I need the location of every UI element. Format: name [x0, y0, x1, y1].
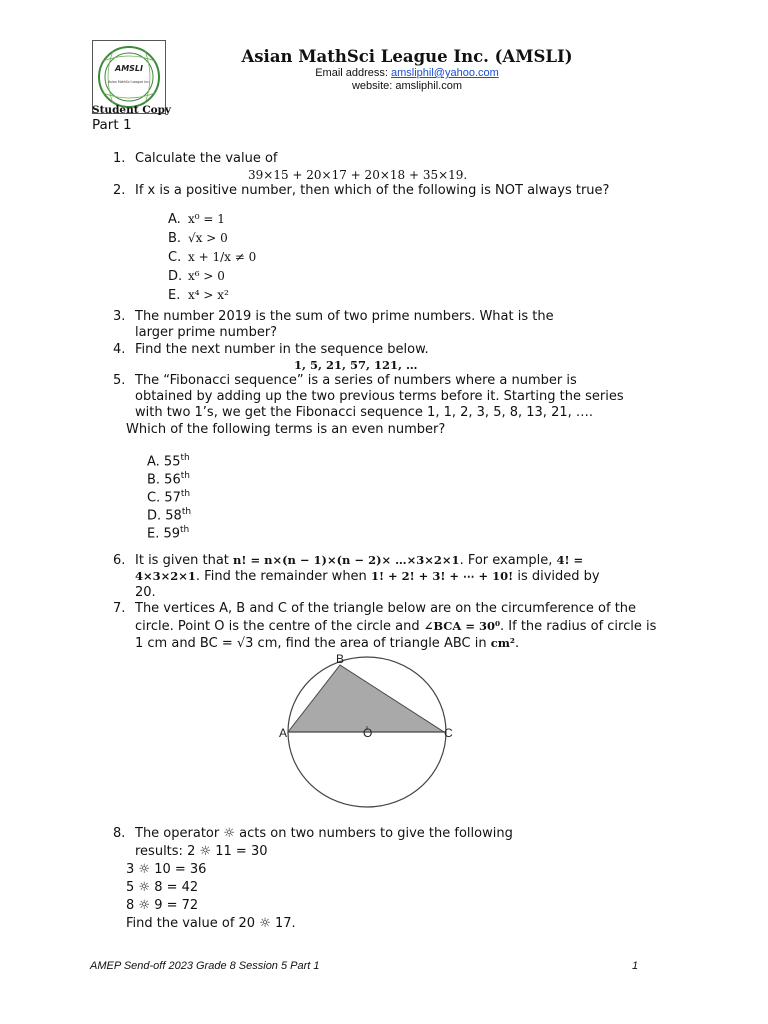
q5-options: [147, 453, 191, 543]
page-title: Asian MathSci League Inc. (AMSLI): [241, 47, 573, 66]
q1-number: 1.: [113, 151, 126, 166]
footer-title: AMEP Send-off 2023 Grade 8 Session 5 Part 1: [90, 960, 320, 972]
email-link[interactable]: amsliphil@yahoo.com: [391, 67, 499, 79]
triangle-circle-diagram: [270, 650, 470, 820]
q4-text: Find the next number in the sequence below.: [135, 342, 429, 357]
q7-line1: The vertices A, B and C of the triangle below are on the circumference of the: [135, 601, 637, 616]
triangle-abc: [288, 665, 444, 732]
q2-option: D. x⁶ > 0: [168, 269, 225, 284]
q7-line2: circle. Point O is the centre of the circle and ∠BCA = 30⁰. If the radius of circle is: [135, 619, 657, 634]
q7-line3: 1 cm and BC = √3 cm, find the area of triangle ABC in cm².: [135, 636, 520, 651]
q5-option: C. 57th: [147, 489, 191, 506]
q6-line2: 4×3×2×1. Find the remainder when 1! + 2! + 3! + ⋯ + 10! is divided by: [135, 569, 600, 584]
q8-line1: The operator ☼ acts on two numbers to give the following: [135, 826, 513, 841]
q8-line2: results: 2 ☼ 11 = 30: [135, 844, 268, 859]
q3-number: 3.: [113, 309, 126, 324]
q5-number: 5.: [113, 373, 126, 388]
q1-text: Calculate the value of: [135, 151, 278, 166]
q8-line6: Find the value of 20 ☼ 17.: [126, 916, 296, 931]
q4-sequence: 1, 5, 21, 57, 121, …: [294, 358, 418, 372]
student-copy-label: Student Copy: [92, 104, 172, 116]
q6-line3: 20.: [135, 585, 156, 600]
part-heading: Part 1: [92, 117, 132, 133]
logo-text: AMSLI: [115, 64, 143, 73]
q3-line2: larger prime number?: [135, 325, 278, 340]
q5-line3: with two 1’s, we get the Fibonacci sequence 1, 1, 2, 3, 5, 8, 13, 21, ….: [135, 405, 594, 420]
website-line: website: amsliphil.com: [351, 80, 463, 92]
q8-line5: 8 ☼ 9 = 72: [126, 898, 199, 913]
logo-subtext: Asian MathSci League Inc.: [108, 80, 150, 84]
q7-number: 7.: [113, 601, 126, 616]
q2-number: 2.: [113, 183, 126, 198]
q3-line1: The number 2019 is the sum of two prime numbers. What is the: [135, 309, 554, 324]
label-c: C: [444, 726, 453, 740]
q6-line1: It is given that n! = n×(n − 1)×(n − 2)× …×3×2×1. For example, 4! =: [135, 553, 584, 568]
q5-line1: The “Fibonacci sequence” is a series of numbers where a number is: [135, 373, 577, 388]
q8-line4: 5 ☼ 8 = 42: [126, 880, 199, 895]
email-label: Email address:: [315, 67, 392, 79]
q2-option: A. x⁰ = 1: [168, 212, 225, 227]
q6-number: 6.: [113, 553, 126, 568]
q2-option: B. √x > 0: [168, 231, 228, 246]
q2-options: [168, 208, 256, 303]
q5-option: A. 55th: [147, 453, 190, 470]
label-a: A: [279, 726, 288, 740]
q5-line4: Which of the following terms is an even number?: [126, 422, 446, 437]
q5-option: D. 58th: [147, 507, 192, 524]
q5-option: B. 56th: [147, 471, 190, 488]
q8-number: 8.: [113, 826, 126, 841]
label-o: O: [363, 726, 373, 740]
q5-line2: obtained by adding up the two previous terms before it. Starting the series: [135, 389, 624, 404]
q2-option: C. x + 1/x ≠ 0: [168, 250, 257, 265]
label-b: B: [336, 652, 345, 666]
q2-text: If x is a positive number, then which of the following is NOT always true?: [135, 183, 610, 198]
q1-expression: 39×15 + 20×17 + 20×18 + 35×19.: [248, 168, 468, 182]
q8-line3: 3 ☼ 10 = 36: [126, 862, 207, 877]
email-line: [0, 67, 768, 79]
q2-option: E. x⁴ > x²: [168, 288, 229, 303]
q5-option: E. 59th: [147, 525, 190, 542]
q4-number: 4.: [113, 342, 126, 357]
page-number: 1: [632, 960, 639, 972]
